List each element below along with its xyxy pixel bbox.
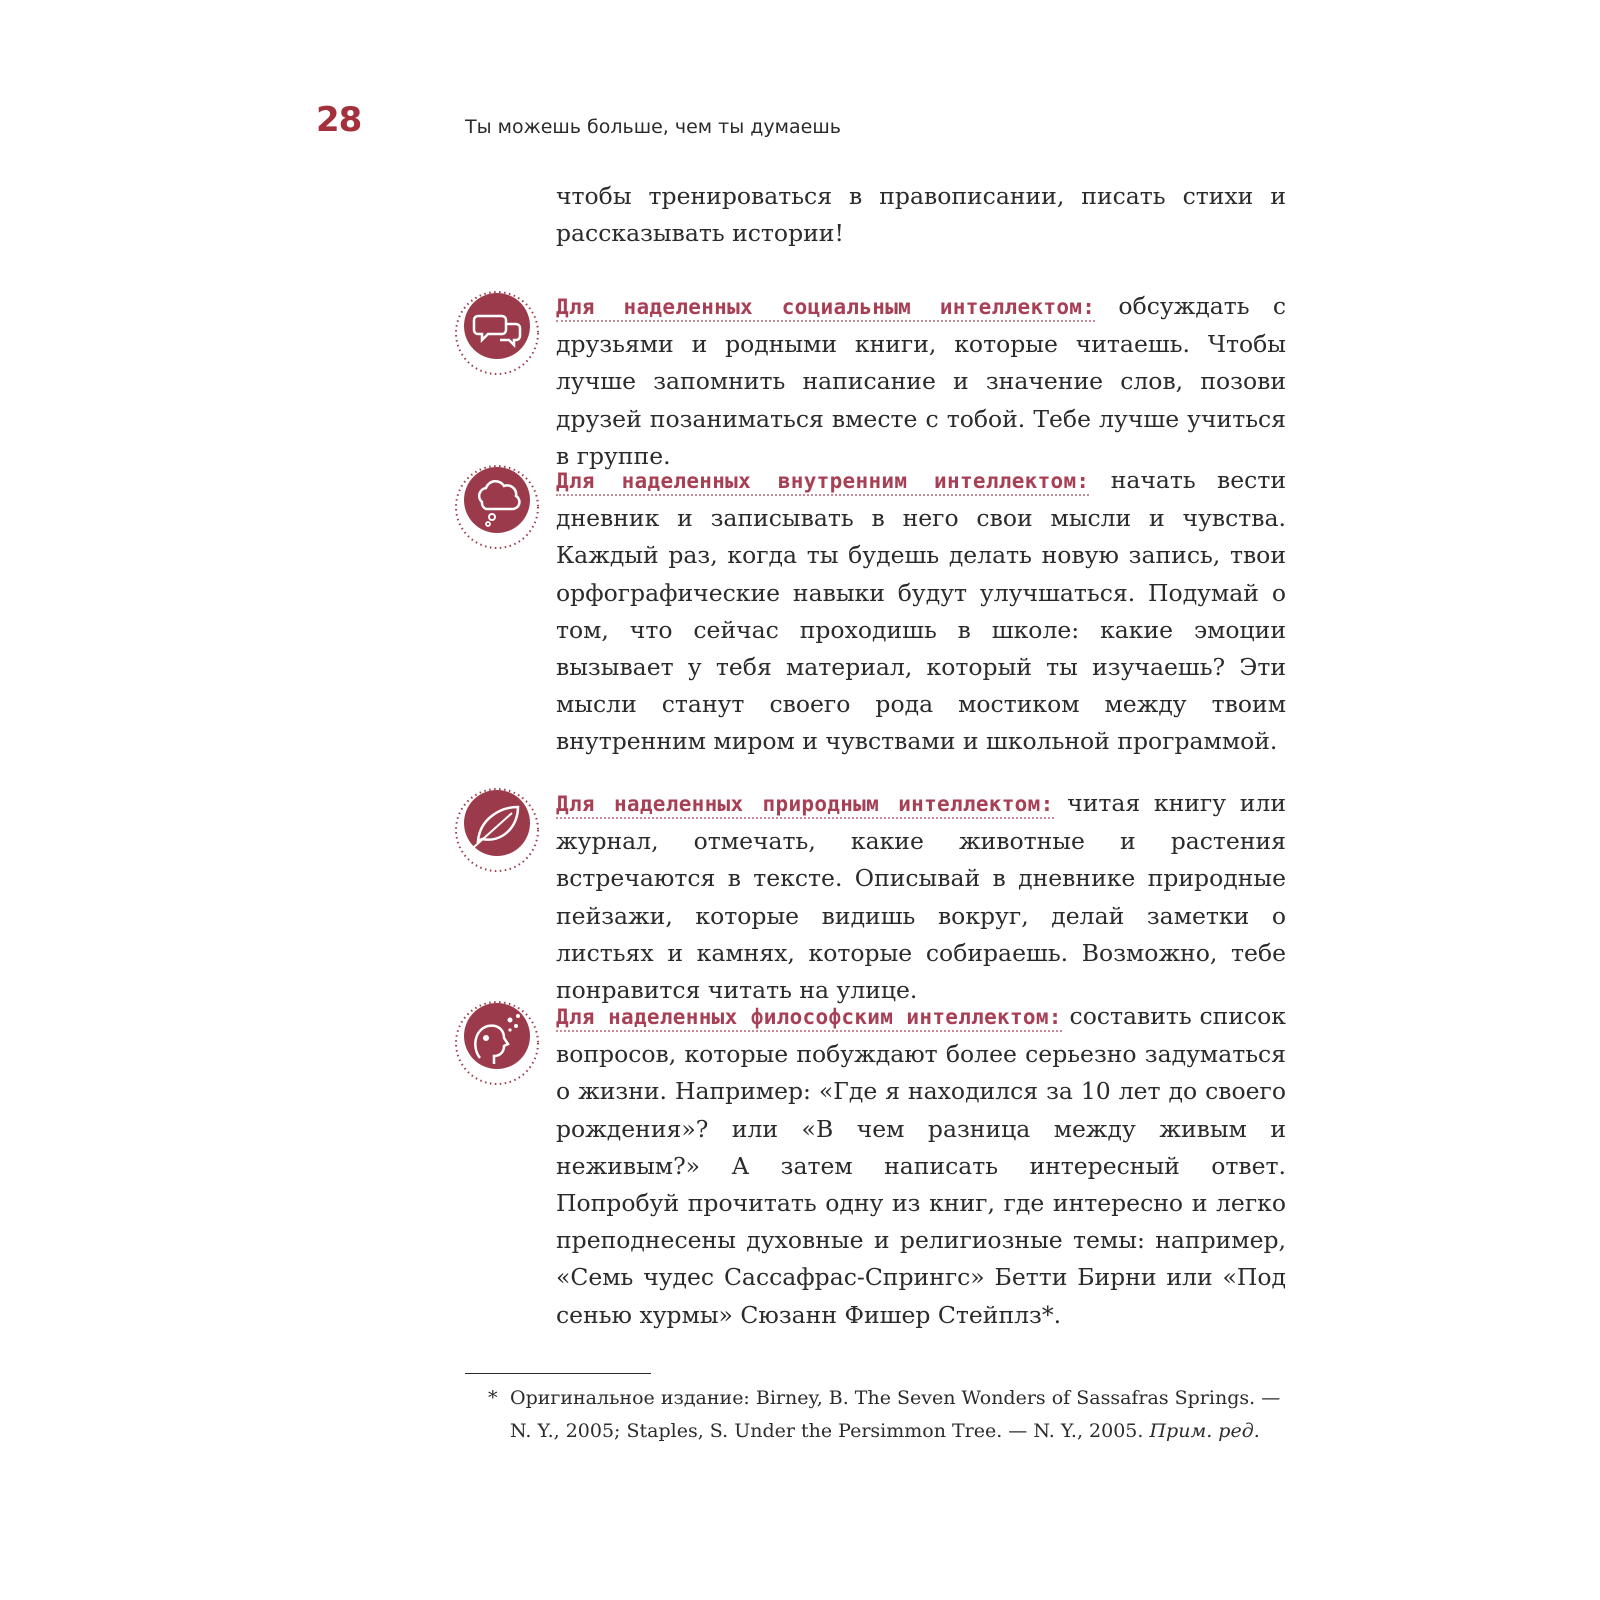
- intro-text: чтобы тренироваться в правописании, писать стихи и рассказывать истории!: [556, 182, 1286, 248]
- footnote-editor-note: Прим. ред.: [1149, 1420, 1260, 1442]
- thought-cloud-icon: [452, 462, 542, 552]
- section-inner-body: начать вести дневник и записывать в него свои мысли и чувства. Каждый раз, когда ты будешь делать новую запись, твои орфографические навыки будут улучшаться. Подумай о том, что сейчас проходишь в школе: какие эмоции вызывает у тебя материал, который ты изучаешь? Эти мысли станут своего рода мостиком между твоим внутренним миром и чувствами и школьной программой.: [556, 466, 1287, 756]
- intro-paragraph: [556, 178, 1286, 252]
- section-inner-text: [556, 462, 1286, 761]
- section-nature-label: Для наделенных природным интеллектом:: [556, 792, 1054, 819]
- footnote-line-1: [488, 1382, 1288, 1415]
- section-philosophy-label: Для наделенных философским интеллектом:: [556, 1005, 1062, 1032]
- section-social-text: [556, 288, 1286, 475]
- speech-bubbles-icon: [452, 288, 542, 378]
- page-number: 28: [316, 100, 362, 140]
- thinking-head-icon: [452, 998, 542, 1088]
- section-philosophy-text: [556, 998, 1286, 1334]
- footnote: [488, 1382, 1288, 1448]
- footnote-line-2: [488, 1415, 1288, 1448]
- running-title: Ты можешь больше, чем ты думаешь: [465, 116, 841, 138]
- section-social-body: обсуждать с друзьями и родными книги, которые читаешь. Чтобы лучше запомнить написание и значение слов, позови друзей позаниматься вместе с тобой. Тебе лучше учиться в группе.: [556, 292, 1287, 470]
- footnote-line-2-text: N. Y., 2005; Staples, S. Under the Persimmon Tree. — N. Y., 2005.: [510, 1420, 1144, 1442]
- footnote-line-1-text: Оригинальное издание: Birney, B. The Seven Wonders of Sassafras Springs. —: [510, 1387, 1281, 1409]
- section-philosophy-body: составить список вопросов, которые побуждают более серьезно задуматься о жизни. Например: «Где я находился за 10 лет до своего рождения»? или «В чем разница между живым и неживым?» А затем написать интересный ответ. Попробуй прочитать одну из книг, где интересно и легко преподнесены духовные и религиозные темы: например, «Семь чудес Сассафрас-Спрингс» Бетти Бирни или «Под сенью хурмы» Сюзанн Фишер Стейплз*.: [556, 1002, 1286, 1329]
- section-social-label: Для наделенных социальным интеллектом:: [556, 295, 1095, 322]
- footnote-marker: *: [488, 1387, 498, 1409]
- footnote-divider: [465, 1373, 651, 1374]
- section-nature-text: [556, 785, 1286, 1009]
- section-nature-body: читая книгу или журнал, отмечать, какие животные и растения встречаются в тексте. Описывай в дневнике природные пейзажи, которые видишь вокруг, делай заметки о листьях и камнях, которые собираешь. Возможно, тебе понравится читать на улице.: [556, 789, 1286, 1005]
- leaf-icon: [452, 785, 542, 875]
- section-inner-label: Для наделенных внутренним интеллектом:: [556, 469, 1089, 496]
